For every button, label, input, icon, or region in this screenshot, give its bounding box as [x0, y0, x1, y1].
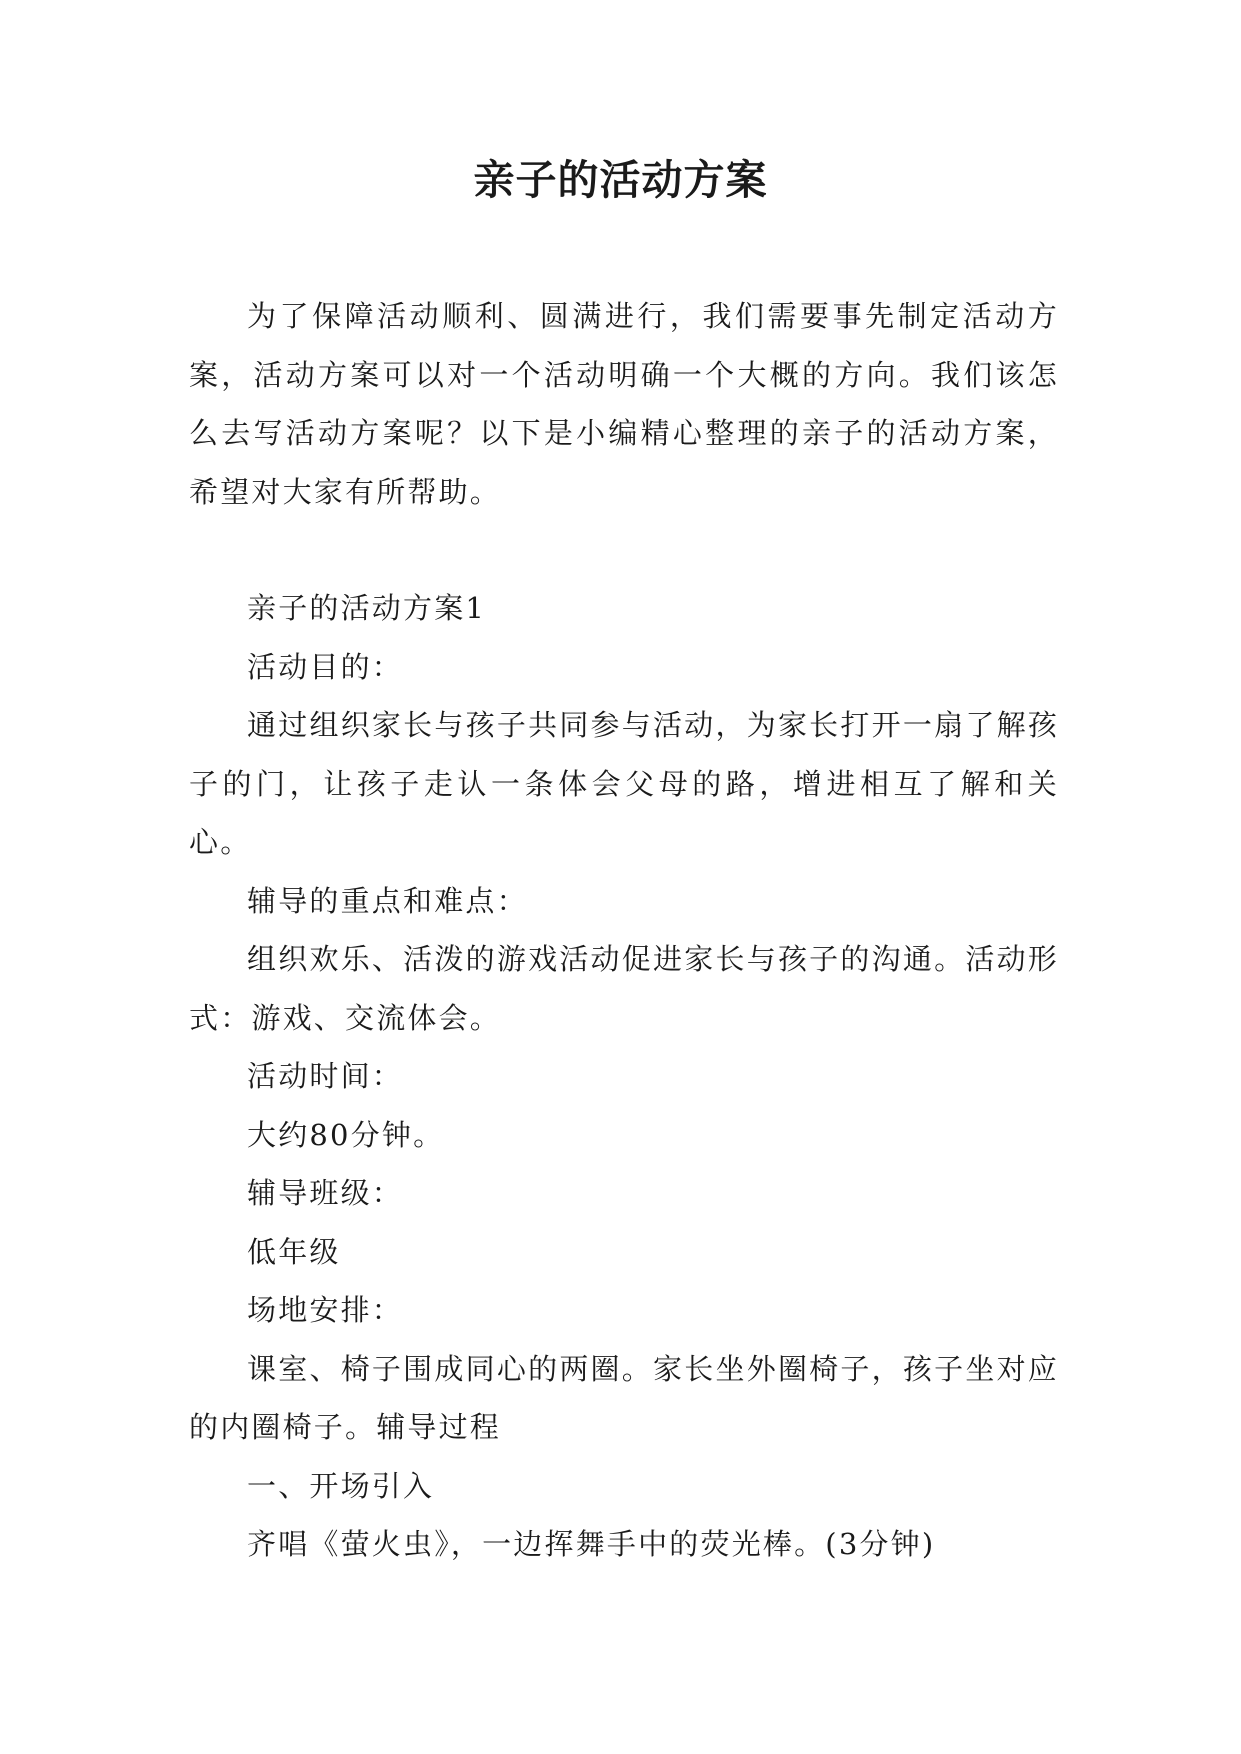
paragraph-gap: [189, 521, 1059, 579]
section-heading: 亲子的活动方案1: [247, 591, 487, 625]
paragraph: 辅导的重点和难点：: [247, 883, 528, 918]
intro-paragraph: 为了保障活动顺利、圆满进行，我们需要事先制定活动方案，活动方案可以对一个活动明确一个大概的方向。我们该怎么去写活动方案呢？以下是小编精心整理的亲子的活动方案，希望对大家有所帮助。: [189, 299, 1059, 509]
paragraph: 组织欢乐、活泼的游戏活动促进家长与孩子的沟通。活动形式：游戏、交流体会。: [189, 942, 1059, 1035]
paragraph: 课室、椅子围成同心的两圈。家长坐外圈椅子，孩子坐对应的内圈椅子。辅导过程: [189, 1351, 1059, 1444]
paragraph: 齐唱《萤火虫》，一边挥舞手中的荧光棒。(3分钟): [247, 1527, 936, 1561]
paragraph: 大约80分钟。: [247, 1117, 445, 1152]
document-title: 亲子的活动方案: [473, 156, 768, 204]
paragraph: 活动目的：: [247, 649, 404, 684]
paragraph: 低年级: [247, 1234, 341, 1269]
paragraph: 辅导班级：: [247, 1176, 404, 1210]
paragraph: 一、开场引入: [247, 1468, 435, 1503]
paragraph: 场地安排：: [247, 1293, 404, 1327]
paragraph: 活动时间：: [247, 1059, 404, 1093]
paragraph: 通过组织家长与孩子共同参与活动，为家长打开一扇了解孩子的门，让孩子走认一条体会父母的路，增进相互了解和关心。: [189, 708, 1059, 859]
document-body: [189, 287, 1059, 1574]
